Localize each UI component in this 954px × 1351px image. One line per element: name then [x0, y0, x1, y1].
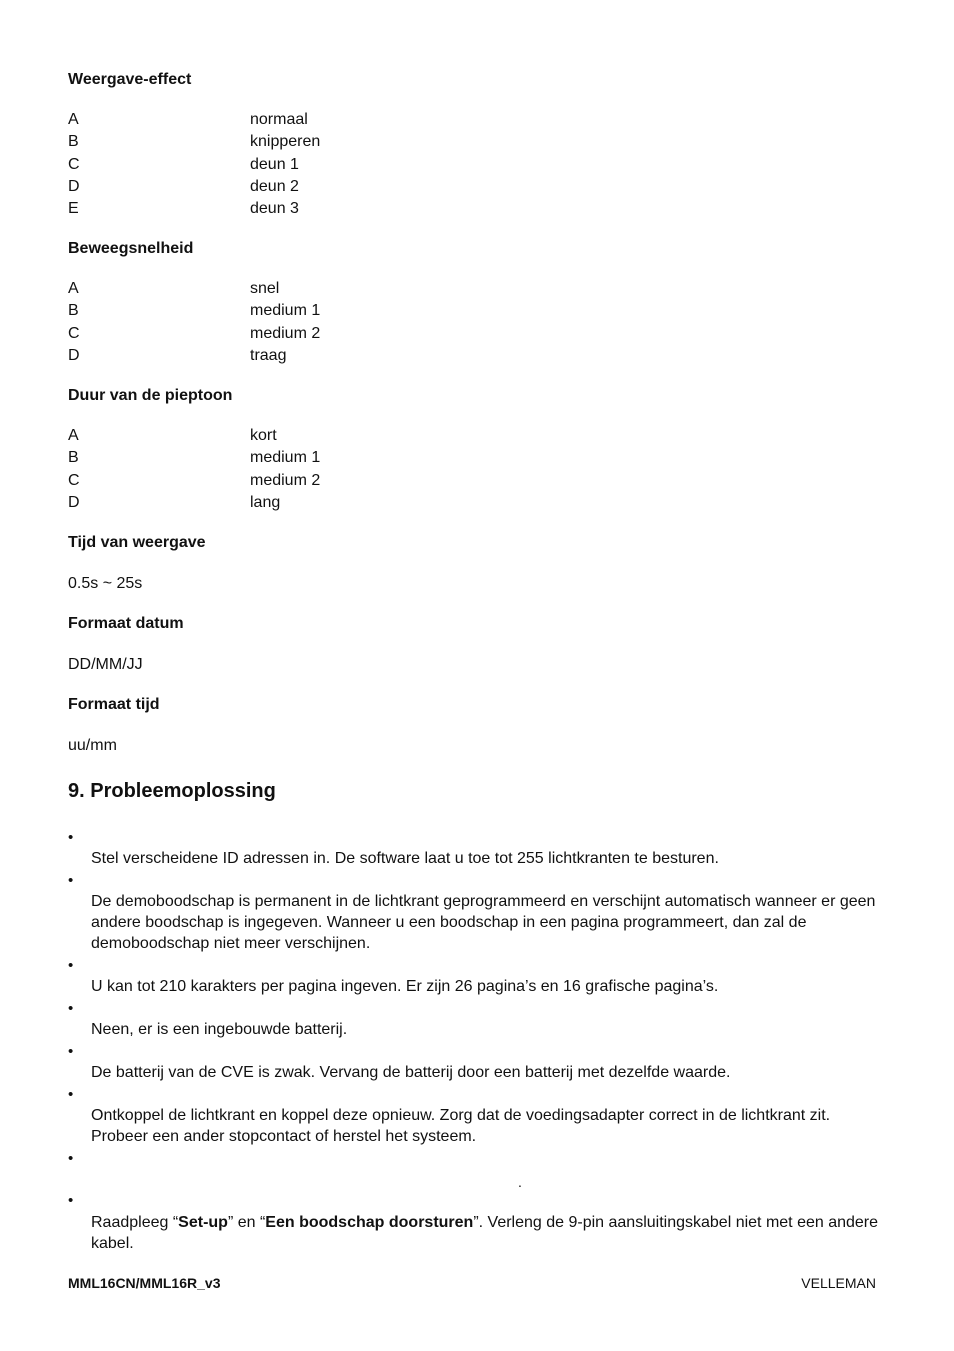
bold-een-boodschap-doorsturen: Een boodschap doorsturen — [265, 1214, 474, 1231]
list-item-text: De batterij van de CVE is zwak. Vervang de batterij door een batterij met dezelfde waarde. — [91, 1064, 731, 1081]
table-row — [68, 198, 320, 220]
list-item-text: U kan tot 210 karakters per pagina ingeven. Er zijn 26 pagina’s en 16 grafische pagina’s. — [91, 978, 719, 995]
stray-period: . — [518, 1174, 522, 1190]
value-formaat-tijd: uu/mm — [68, 737, 117, 754]
heading-formaat-datum: Formaat datum — [68, 615, 184, 632]
row-key: B — [68, 302, 79, 320]
row-key: E — [68, 200, 79, 218]
table-row — [68, 470, 320, 492]
row-key: D — [68, 346, 80, 364]
list-item-text: De demoboodschap is permanent in de lichtkrant geprogrammeerd en verschijnt automatisch wanneer er geen andere boodschap is ingegeven. Wanneer u een boodschap in een pagina programmeert, dan zal de demoboodschap niet meer verschijnen. — [91, 893, 876, 952]
row-value: deun 3 — [250, 200, 299, 218]
table-row — [68, 323, 320, 345]
row-value: snel — [250, 280, 280, 297]
bold-set-up: Set-up — [178, 1214, 228, 1231]
row-key: C — [68, 324, 80, 342]
row-value: kort — [250, 427, 277, 444]
list-item-text: Raadpleeg “Set-up” en “Een boodschap doorsturen”. Verleng de 9-pin aansluitingskabel niet met een andere kabel. — [91, 1214, 879, 1252]
table-row — [68, 154, 320, 176]
row-key: A — [68, 280, 79, 297]
table-row — [68, 447, 320, 469]
heading-beweegsnelheid: Beweegsnelheid — [68, 240, 194, 257]
heading-tijd-van-weergave: Tijd van weergave — [68, 534, 206, 551]
bullet-icon: • — [68, 1043, 74, 1060]
table-pieptoon — [68, 425, 320, 514]
heading-pieptoon: Duur van de pieptoon — [68, 387, 233, 404]
bullet-icon: • — [68, 1086, 74, 1103]
row-value: medium 2 — [250, 324, 321, 342]
row-key: A — [68, 427, 79, 444]
value-formaat-datum: DD/MM/JJ — [68, 656, 143, 673]
bullet-icon: • — [68, 872, 74, 889]
row-key: C — [68, 155, 80, 173]
table-row — [68, 109, 320, 131]
table-row — [68, 278, 320, 300]
table-row — [68, 131, 320, 153]
table-row — [68, 176, 320, 198]
row-key: B — [68, 449, 79, 467]
table-weergave-effect — [68, 109, 320, 220]
row-value: deun 1 — [250, 155, 299, 173]
row-value: knipperen — [250, 133, 321, 151]
table-row — [68, 345, 320, 367]
table-row — [68, 492, 320, 514]
value-tijd-van-weergave: 0.5s ~ 25s — [68, 575, 143, 592]
row-value: traag — [250, 346, 287, 364]
footer-brand: VELLEMAN — [801, 1275, 876, 1291]
bullet-icon: • — [68, 829, 74, 846]
row-value: medium 1 — [250, 302, 321, 320]
table-row — [68, 425, 320, 447]
heading-weergave-effect: Weergave-effect — [68, 71, 192, 88]
row-key: D — [68, 177, 80, 195]
row-key: C — [68, 471, 80, 489]
heading-formaat-tijd: Formaat tijd — [68, 696, 160, 713]
section-title-probleemoplossing: 9. Probleemoplossing — [68, 780, 276, 802]
bullet-icon: • — [68, 1000, 74, 1017]
row-value: medium 2 — [250, 471, 321, 489]
list-item-text: Stel verscheidene ID adressen in. De software laat u toe tot 255 lichtkranten te besturen. — [91, 850, 719, 867]
table-beweegsnelheid — [68, 278, 320, 367]
bullet-icon: • — [68, 1150, 74, 1167]
row-value: lang — [250, 493, 281, 511]
table-row — [68, 300, 320, 322]
row-key: A — [68, 111, 79, 128]
bullet-icon: • — [68, 957, 74, 974]
row-value: normaal — [250, 111, 308, 128]
list-item-text: Ontkoppel de lichtkrant en koppel deze opnieuw. Zorg dat de voedingsadapter correct in de lichtkrant zit. Probeer een ander stopcontact of herstel het systeem. — [91, 1107, 831, 1145]
footer-model-code: MML16CN/MML16R_v3 — [68, 1275, 221, 1291]
row-key: D — [68, 493, 80, 511]
list-item-text: Neen, er is een ingebouwde batterij. — [91, 1021, 348, 1038]
row-key: B — [68, 133, 79, 151]
row-value: medium 1 — [250, 449, 321, 467]
row-value: deun 2 — [250, 177, 299, 195]
bullet-icon: • — [68, 1192, 74, 1209]
